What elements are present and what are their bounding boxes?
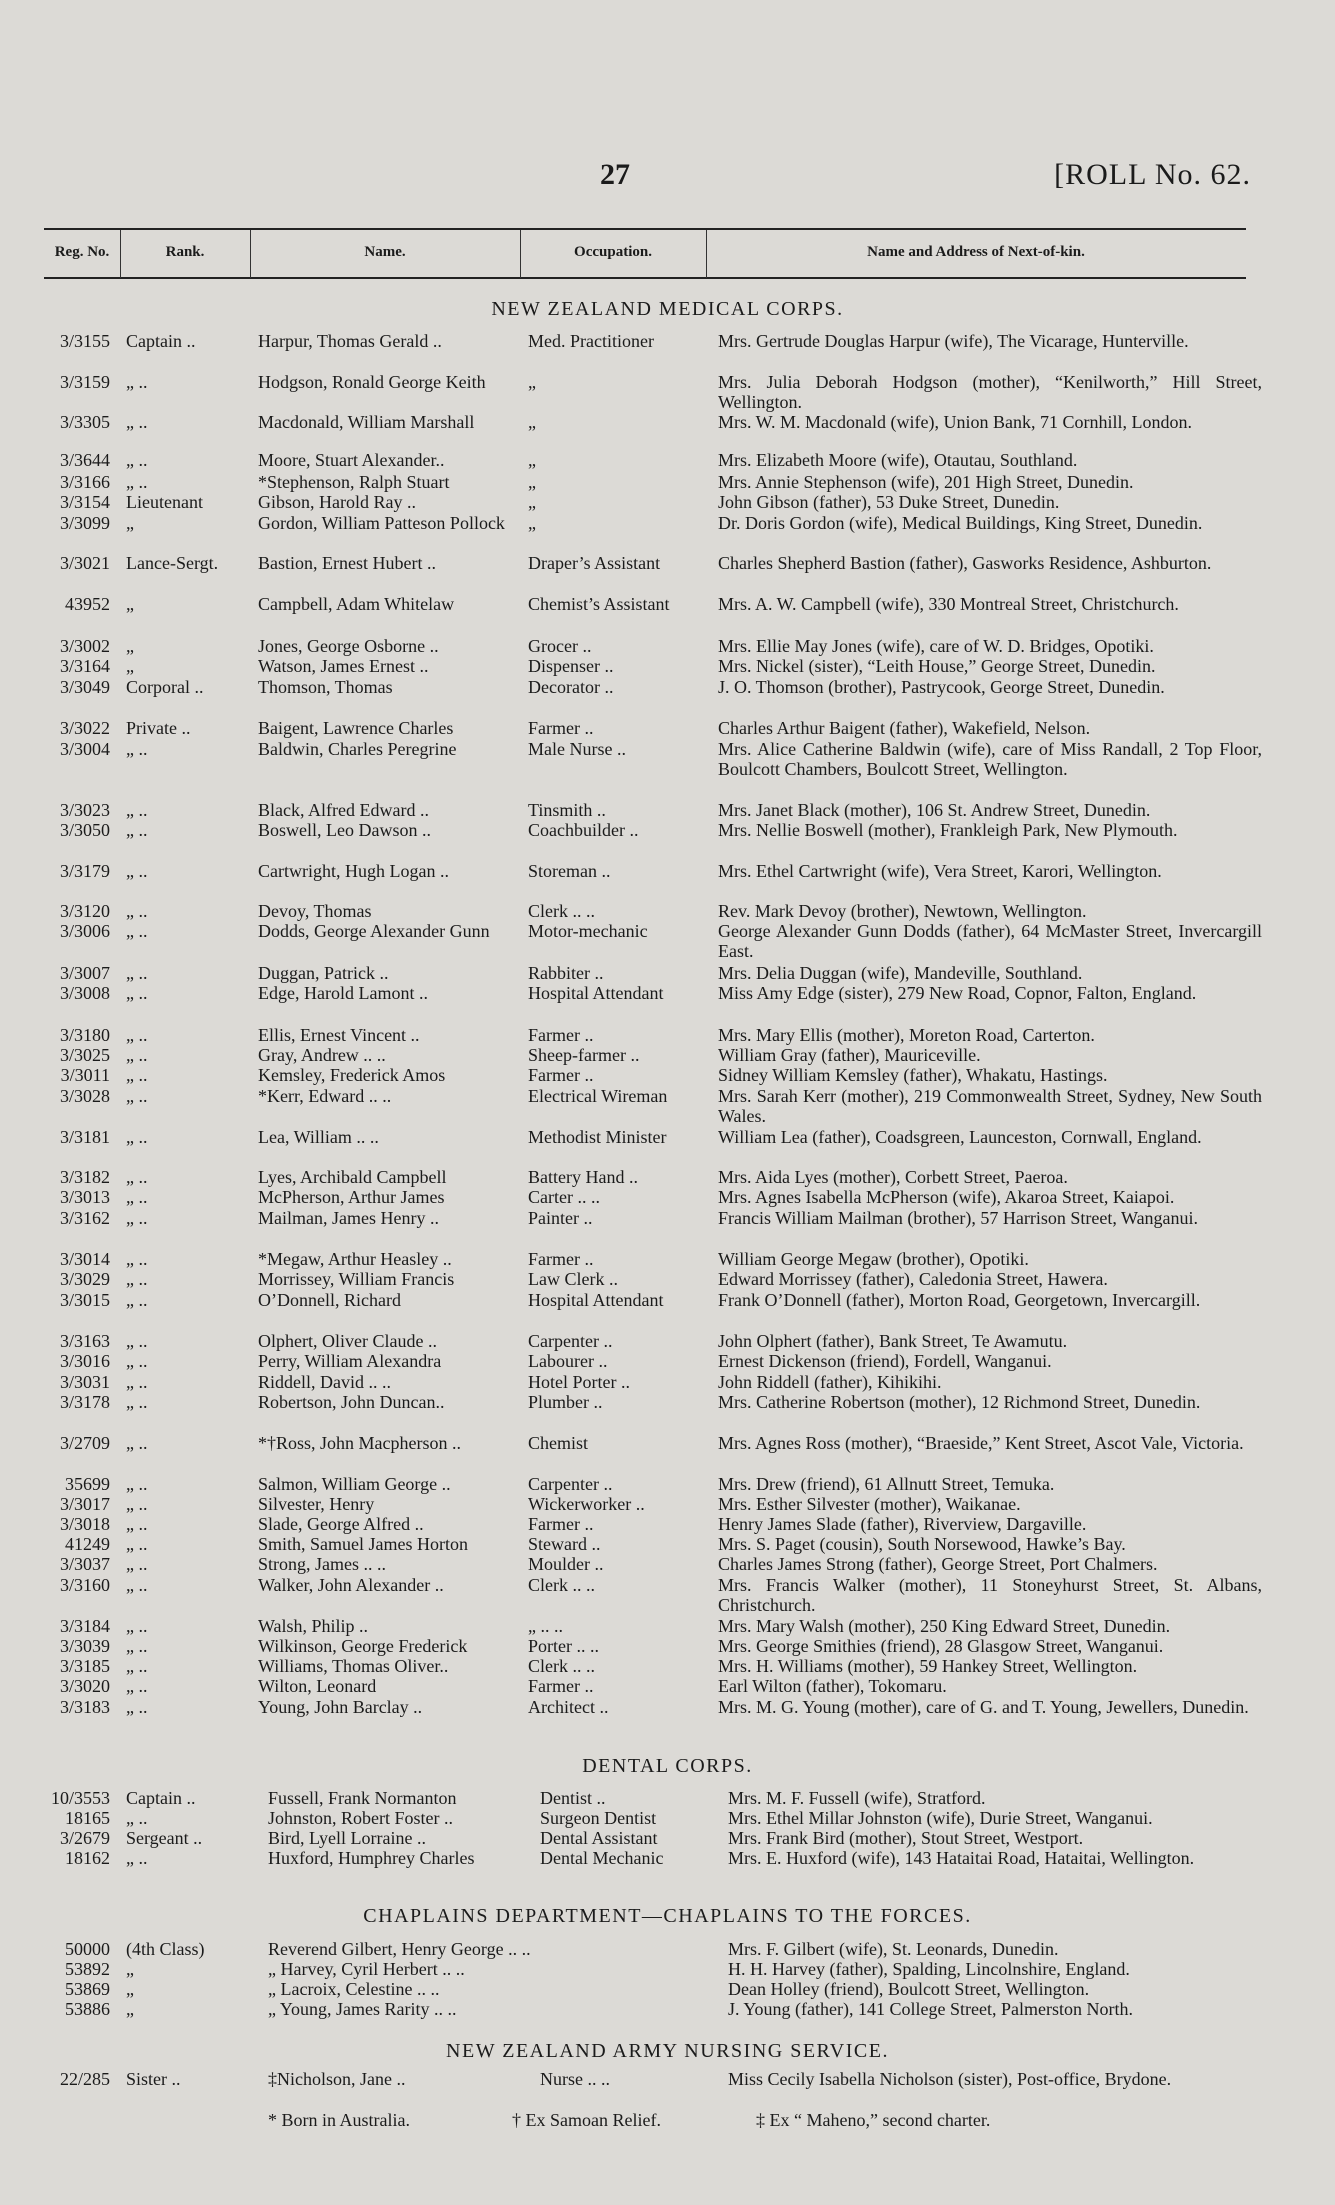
reg-no: 53886 xyxy=(65,1999,110,2019)
occupation: Med. Practitioner xyxy=(528,331,654,351)
next-of-kin: Charles James Strong (father), George Street, Port Chalmers. xyxy=(718,1554,1158,1574)
rank: „ .. xyxy=(126,1494,148,1514)
reg-no: 3/3180 xyxy=(59,1025,110,1045)
name: Black, Alfred Edward .. xyxy=(258,800,429,820)
rank: „ .. xyxy=(126,861,148,881)
occupation: Carter .. .. xyxy=(528,1187,600,1207)
reg-no: 3/3184 xyxy=(59,1616,110,1636)
name: „ Lacroix, Celestine .. .. xyxy=(268,1979,440,1999)
name: Kemsley, Frederick Amos xyxy=(258,1065,446,1085)
name: Salmon, William George .. xyxy=(258,1474,451,1494)
name: Lyes, Archibald Campbell xyxy=(258,1167,447,1187)
occupation: „ xyxy=(528,372,536,392)
reg-no: 3/3008 xyxy=(59,983,110,1003)
name: Slade, George Alfred .. xyxy=(258,1514,424,1534)
rank: „ .. xyxy=(126,1065,148,1085)
occupation: Dispenser .. xyxy=(528,656,614,676)
next-of-kin: Mrs. A. W. Campbell (wife), 330 Montreal Street, Christchurch. xyxy=(718,594,1179,614)
reg-no: 3/3016 xyxy=(59,1351,110,1371)
reg-no: 3/3006 xyxy=(59,921,110,941)
occupation: Farmer .. xyxy=(528,1025,594,1045)
occupation: Farmer .. xyxy=(528,1065,594,1085)
next-of-kin: Mrs. M. G. Young (mother), care of G. and T. Young, Jewellers, Dunedin. xyxy=(718,1697,1249,1717)
name: McPherson, Arthur James xyxy=(258,1187,445,1207)
next-of-kin: Mrs. Drew (friend), 61 Allnutt Street, Temuka. xyxy=(718,1474,1055,1494)
next-of-kin: J. Young (father), 141 College Street, Palmerston North. xyxy=(728,1999,1133,2019)
col-header-reg: Reg. No. xyxy=(54,244,110,260)
reg-no: 3/3185 xyxy=(59,1656,110,1676)
occupation: „ xyxy=(528,492,536,512)
reg-no: 3/3183 xyxy=(59,1697,110,1717)
next-of-kin: Mrs. Nickel (sister), “Leith House,” George Street, Dunedin. xyxy=(718,656,1156,676)
occupation: Male Nurse .. xyxy=(528,739,626,759)
reg-no: 3/3007 xyxy=(59,963,110,983)
header-rule-top xyxy=(44,228,1246,230)
occupation: Chemist’s Assistant xyxy=(528,594,670,614)
footnote: * Born in Australia. xyxy=(268,2110,410,2130)
rank: „ .. xyxy=(126,472,148,492)
reg-no: 3/3181 xyxy=(59,1127,110,1147)
rank: „ .. xyxy=(126,1249,148,1269)
footnote: † Ex Samoan Relief. xyxy=(512,2110,661,2130)
occupation: Clerk .. .. xyxy=(528,1575,595,1595)
reg-no: 3/3022 xyxy=(59,718,110,738)
next-of-kin: Mrs. H. Williams (mother), 59 Hankey Street, Wellington. xyxy=(718,1656,1138,1676)
next-of-kin: Mrs. Sarah Kerr (mother), 219 Commonwealth Street, Sydney, New South Wales. xyxy=(718,1086,1262,1126)
next-of-kin: Mrs. Mary Walsh (mother), 250 King Edward Street, Dunedin. xyxy=(718,1616,1171,1636)
reg-no: 3/3179 xyxy=(59,861,110,881)
rank: (4th Class) xyxy=(126,1939,205,1959)
name: Walsh, Philip .. xyxy=(258,1616,369,1636)
occupation: Decorator .. xyxy=(528,677,614,697)
reg-no: 3/3039 xyxy=(59,1636,110,1656)
occupation: Farmer .. xyxy=(528,1514,594,1534)
next-of-kin: George Alexander Gunn Dodds (father), 64 McMaster Street, Invercargill East. xyxy=(718,921,1262,961)
rank: „ .. xyxy=(126,450,148,470)
reg-no: 3/3015 xyxy=(59,1290,110,1310)
reg-no: 3/3305 xyxy=(59,412,110,432)
rank: Lance-Sergt. xyxy=(126,553,219,573)
header-rule-bottom xyxy=(44,277,1246,279)
next-of-kin: Mrs. Nellie Boswell (mother), Frankleigh Park, New Plymouth. xyxy=(718,820,1178,840)
occupation: Surgeon Dentist xyxy=(540,1808,657,1828)
next-of-kin: Rev. Mark Devoy (brother), Newtown, Wellington. xyxy=(718,901,1087,921)
rank: „ .. xyxy=(126,1187,148,1207)
section-title: NEW ZEALAND MEDICAL CORPS. xyxy=(491,298,844,320)
name: Huxford, Humphrey Charles xyxy=(268,1848,475,1868)
next-of-kin: William George Megaw (brother), Opotiki. xyxy=(718,1249,1029,1269)
occupation: Dental Mechanic xyxy=(540,1848,664,1868)
next-of-kin: Ernest Dickenson (friend), Fordell, Wanganui. xyxy=(718,1351,1052,1371)
reg-no: 3/3018 xyxy=(59,1514,110,1534)
reg-no: 53869 xyxy=(65,1979,110,1999)
name: Olphert, Oliver Claude .. xyxy=(258,1331,437,1351)
reg-no: 35699 xyxy=(65,1474,110,1494)
name: Campbell, Adam Whitelaw xyxy=(258,594,455,614)
rank: „ .. xyxy=(126,1514,148,1534)
name: Young, John Barclay .. xyxy=(258,1697,423,1717)
next-of-kin: Mrs. Aida Lyes (mother), Corbett Street, Paeroa. xyxy=(718,1167,1068,1187)
next-of-kin: Mrs. Agnes Isabella McPherson (wife), Akaroa Street, Kaiapoi. xyxy=(718,1187,1175,1207)
next-of-kin: Mrs. W. M. Macdonald (wife), Union Bank, 71 Cornhill, London. xyxy=(718,412,1192,432)
page-number: 27 xyxy=(600,158,630,191)
occupation: Dental Assistant xyxy=(540,1828,658,1848)
next-of-kin: Mrs. Agnes Ross (mother), “Braeside,” Kent Street, Ascot Vale, Victoria. xyxy=(718,1433,1244,1453)
rank: „ .. xyxy=(126,800,148,820)
occupation: Porter .. .. xyxy=(528,1636,599,1656)
reg-no: 3/2709 xyxy=(59,1433,110,1453)
occupation: Sheep-farmer .. xyxy=(528,1045,640,1065)
next-of-kin: Mrs. F. Gilbert (wife), St. Leonards, Dunedin. xyxy=(728,1939,1059,1959)
rank: „ .. xyxy=(126,1554,148,1574)
next-of-kin: John Olphert (father), Bank Street, Te Awamutu. xyxy=(718,1331,1068,1351)
next-of-kin: Mrs. M. F. Fussell (wife), Stratford. xyxy=(728,1788,986,1808)
occupation: Moulder .. xyxy=(528,1554,604,1574)
next-of-kin: Mrs. George Smithies (friend), 28 Glasgow Street, Wanganui. xyxy=(718,1636,1164,1656)
rank: Lieutenant xyxy=(126,492,203,512)
occupation: Farmer .. xyxy=(528,1676,594,1696)
next-of-kin: Mrs. Ethel Cartwright (wife), Vera Street, Karori, Wellington. xyxy=(718,861,1162,881)
section-title: DENTAL CORPS. xyxy=(582,1755,753,1777)
reg-no: 3/3011 xyxy=(60,1065,110,1085)
name: ‡Nicholson, Jane .. xyxy=(268,2069,406,2089)
occupation: Tinsmith .. xyxy=(528,800,606,820)
name: „ Harvey, Cyril Herbert .. .. xyxy=(268,1959,465,1979)
reg-no: 3/3037 xyxy=(59,1554,110,1574)
name: Smith, Samuel James Horton xyxy=(258,1534,468,1554)
next-of-kin: H. H. Harvey (father), Spalding, Lincolnshire, England. xyxy=(728,1959,1130,1979)
name: Mailman, James Henry .. xyxy=(258,1208,439,1228)
occupation: Hospital Attendant xyxy=(528,983,664,1003)
next-of-kin: Dr. Doris Gordon (wife), Medical Buildings, King Street, Dunedin. xyxy=(718,513,1203,533)
next-of-kin: Edward Morrissey (father), Caledonia Street, Hawera. xyxy=(718,1269,1108,1289)
name: Williams, Thomas Oliver.. xyxy=(258,1656,449,1676)
rank: „ xyxy=(126,1979,134,1999)
rank: „ .. xyxy=(126,1045,148,1065)
occupation: „ .. .. xyxy=(528,1616,563,1636)
reg-no: 3/3160 xyxy=(59,1575,110,1595)
name: Strong, James .. .. xyxy=(258,1554,386,1574)
rank: „ .. xyxy=(126,1392,148,1412)
rank: „ .. xyxy=(126,1351,148,1371)
rank: „ .. xyxy=(126,1372,148,1392)
name: Baigent, Lawrence Charles xyxy=(258,718,454,738)
reg-no: 3/3004 xyxy=(59,739,110,759)
reg-no: 43952 xyxy=(65,594,110,614)
name: *Kerr, Edward .. .. xyxy=(258,1086,392,1106)
next-of-kin: William Gray (father), Mauriceville. xyxy=(718,1045,981,1065)
occupation: Plumber .. xyxy=(528,1392,603,1412)
next-of-kin: Charles Shepherd Bastion (father), Gasworks Residence, Ashburton. xyxy=(718,553,1212,573)
rank: Captain .. xyxy=(126,1788,196,1808)
next-of-kin: William Lea (father), Coadsgreen, Launceston, Cornwall, England. xyxy=(718,1127,1202,1147)
rank: „ .. xyxy=(126,1269,148,1289)
name: Gray, Andrew .. .. xyxy=(258,1045,386,1065)
rank: „ .. xyxy=(126,1808,148,1828)
reg-no: 53892 xyxy=(65,1959,110,1979)
name: O’Donnell, Richard xyxy=(258,1290,401,1310)
name: Bird, Lyell Lorraine .. xyxy=(268,1828,426,1848)
occupation: Clerk .. .. xyxy=(528,901,595,921)
occupation: Steward .. xyxy=(528,1534,601,1554)
rank: „ .. xyxy=(126,1433,148,1453)
reg-no: 10/3553 xyxy=(50,1788,110,1808)
reg-no: 3/3120 xyxy=(59,901,110,921)
next-of-kin: Mrs. S. Paget (cousin), South Norsewood, Hawke’s Bay. xyxy=(718,1534,1126,1554)
section-title: CHAPLAINS DEPARTMENT—CHAPLAINS TO THE FORCES. xyxy=(363,1905,972,1927)
reg-no: 3/3099 xyxy=(59,513,110,533)
next-of-kin: Mrs. Alice Catherine Baldwin (wife), care of Miss Randall, 2 Top Floor, Boulcott Chambers, Boulcott Street, Wellington. xyxy=(718,739,1262,779)
rank: „ .. xyxy=(126,1575,148,1595)
occupation: Draper’s Assistant xyxy=(528,553,661,573)
reg-no: 18165 xyxy=(65,1808,110,1828)
occupation: Clerk .. .. xyxy=(528,1656,595,1676)
name: „ Young, James Rarity .. .. xyxy=(268,1999,457,2019)
rank: „ .. xyxy=(126,1697,148,1717)
next-of-kin: Miss Cecily Isabella Nicholson (sister), Post-office, Brydone. xyxy=(728,2069,1172,2089)
occupation: Electrical Wireman xyxy=(528,1086,668,1106)
next-of-kin: Mrs. Julia Deborah Hodgson (mother), “Kenilworth,” Hill Street, Wellington. xyxy=(718,372,1262,412)
name: Walker, John Alexander .. xyxy=(258,1575,444,1595)
name: Macdonald, William Marshall xyxy=(258,412,475,432)
occupation: Rabbiter .. xyxy=(528,963,604,983)
rank: „ .. xyxy=(126,1331,148,1351)
name: Johnston, Robert Foster .. xyxy=(268,1808,454,1828)
name: Ellis, Ernest Vincent .. xyxy=(258,1025,420,1045)
rank: „ .. xyxy=(126,412,148,432)
roll-label: [ROLL No. 62. xyxy=(1054,158,1251,191)
occupation: „ xyxy=(528,513,536,533)
name: Hodgson, Ronald George Keith xyxy=(258,372,486,392)
rank: „ .. xyxy=(126,1127,148,1147)
next-of-kin: Frank O’Donnell (father), Morton Road, Georgetown, Invercargill. xyxy=(718,1290,1201,1310)
reg-no: 3/3162 xyxy=(59,1208,110,1228)
next-of-kin: Francis William Mailman (brother), 57 Harrison Street, Wanganui. xyxy=(718,1208,1199,1228)
occupation: Labourer .. xyxy=(528,1351,608,1371)
name: Watson, James Ernest .. xyxy=(258,656,429,676)
name: Reverend Gilbert, Henry George .. .. xyxy=(268,1939,531,1959)
occupation: Nurse .. .. xyxy=(540,2069,610,2089)
reg-no: 3/3154 xyxy=(59,492,110,512)
rank: „ xyxy=(126,594,134,614)
name: Morrissey, William Francis xyxy=(258,1269,455,1289)
name: Bastion, Ernest Hubert .. xyxy=(258,553,436,573)
rank: Sister .. xyxy=(126,2069,181,2089)
occupation: Hospital Attendant xyxy=(528,1290,664,1310)
reg-no: 3/3023 xyxy=(59,800,110,820)
next-of-kin: Mrs. Elizabeth Moore (wife), Otautau, Southland. xyxy=(718,450,1078,470)
occupation: Painter .. xyxy=(528,1208,593,1228)
reg-no: 3/3028 xyxy=(59,1086,110,1106)
reg-no: 3/3182 xyxy=(59,1167,110,1187)
next-of-kin: John Gibson (father), 53 Duke Street, Dunedin. xyxy=(718,492,1060,512)
occupation: Hotel Porter .. xyxy=(528,1372,630,1392)
name: Perry, William Alexandra xyxy=(258,1351,442,1371)
rank: „ .. xyxy=(126,1025,148,1045)
occupation: Wickerworker .. xyxy=(528,1494,645,1514)
reg-no: 50000 xyxy=(65,1939,110,1959)
rank: „ xyxy=(126,1959,134,1979)
reg-no: 3/3164 xyxy=(59,656,110,676)
occupation: Methodist Minister xyxy=(528,1127,667,1147)
occupation: Coachbuilder .. xyxy=(528,820,639,840)
name: *Stephenson, Ralph Stuart xyxy=(258,472,450,492)
occupation: Storeman .. xyxy=(528,861,611,881)
reg-no: 3/3049 xyxy=(59,677,110,697)
reg-no: 3/3002 xyxy=(59,636,110,656)
reg-no: 3/3178 xyxy=(59,1392,110,1412)
rank: „ .. xyxy=(126,1676,148,1696)
name: Boswell, Leo Dawson .. xyxy=(258,820,431,840)
rank: „ .. xyxy=(126,820,148,840)
next-of-kin: Mrs. Catherine Robertson (mother), 12 Richmond Street, Dunedin. xyxy=(718,1392,1201,1412)
reg-no: 22/285 xyxy=(59,2069,110,2089)
reg-no: 3/3014 xyxy=(59,1249,110,1269)
next-of-kin: Mrs. Delia Duggan (wife), Mandeville, Southland. xyxy=(718,963,1083,983)
footnote: ‡ Ex “ Maheno,” second charter. xyxy=(756,2110,991,2130)
reg-no: 3/3031 xyxy=(59,1372,110,1392)
rank: Private .. xyxy=(126,718,191,738)
occupation: „ xyxy=(528,412,536,432)
reg-no: 3/3163 xyxy=(59,1331,110,1351)
name: *†Ross, John Macpherson .. xyxy=(258,1433,461,1453)
name: Jones, George Osborne .. xyxy=(258,636,439,656)
name: *Megaw, Arthur Heasley .. xyxy=(258,1249,452,1269)
rank: „ .. xyxy=(126,1086,148,1106)
rank: „ .. xyxy=(126,372,148,392)
name: Riddell, David .. .. xyxy=(258,1372,391,1392)
next-of-kin: Miss Amy Edge (sister), 279 New Road, Copnor, Falton, England. xyxy=(718,983,1197,1003)
reg-no: 3/3021 xyxy=(59,553,110,573)
next-of-kin: Mrs. Annie Stephenson (wife), 201 High Street, Dunedin. xyxy=(718,472,1134,492)
next-of-kin: Mrs. E. Huxford (wife), 143 Hataitai Road, Hataitai, Wellington. xyxy=(728,1848,1195,1868)
next-of-kin: Mrs. Ethel Millar Johnston (wife), Durie Street, Wanganui. xyxy=(728,1808,1153,1828)
rank: „ .. xyxy=(126,739,148,759)
name: Lea, William .. .. xyxy=(258,1127,379,1147)
col-header-rank: Rank. xyxy=(165,244,205,260)
reg-no: 3/3017 xyxy=(59,1494,110,1514)
name: Duggan, Patrick .. xyxy=(258,963,389,983)
name: Dodds, George Alexander Gunn xyxy=(258,921,490,941)
reg-no: 3/3159 xyxy=(59,372,110,392)
reg-no: 3/2679 xyxy=(59,1828,110,1848)
name: Thomson, Thomas xyxy=(258,677,393,697)
rank: Corporal .. xyxy=(126,677,204,697)
name: Baldwin, Charles Peregrine xyxy=(258,739,457,759)
occupation: Motor-mechanic xyxy=(528,921,648,941)
rank: „ .. xyxy=(126,1636,148,1656)
next-of-kin: Mrs. Esther Silvester (mother), Waikanae. xyxy=(718,1494,1021,1514)
occupation: Carpenter .. xyxy=(528,1474,613,1494)
rank: „ .. xyxy=(126,901,148,921)
occupation: Grocer .. xyxy=(528,636,592,656)
occupation: Architect .. xyxy=(528,1697,609,1717)
occupation: „ xyxy=(528,450,536,470)
next-of-kin: John Riddell (father), Kihikihi. xyxy=(718,1372,942,1392)
next-of-kin: Mrs. Ellie May Jones (wife), care of W. D. Bridges, Opotiki. xyxy=(718,636,1154,656)
next-of-kin: Mrs. Janet Black (mother), 106 St. Andrew Street, Dunedin. xyxy=(718,800,1151,820)
name: Cartwright, Hugh Logan .. xyxy=(258,861,449,881)
rank: „ .. xyxy=(126,1616,148,1636)
occupation: Farmer .. xyxy=(528,1249,594,1269)
rank: „ .. xyxy=(126,921,148,941)
next-of-kin: Sidney William Kemsley (father), Whakatu, Hastings. xyxy=(718,1065,1108,1085)
next-of-kin: Mrs. Francis Walker (mother), 11 Stoneyhurst Street, St. Albans, Christchurch. xyxy=(718,1575,1262,1615)
rank: „ .. xyxy=(126,1848,148,1868)
occupation: Carpenter .. xyxy=(528,1331,613,1351)
rank: „ .. xyxy=(126,1208,148,1228)
rank: „ xyxy=(126,636,134,656)
name: Wilton, Leonard xyxy=(258,1676,377,1696)
rank: „ .. xyxy=(126,1290,148,1310)
occupation: Dentist .. xyxy=(540,1788,606,1808)
name: Devoy, Thomas xyxy=(258,901,372,921)
next-of-kin: Henry James Slade (father), Riverview, Dargaville. xyxy=(718,1514,1087,1534)
rank: „ .. xyxy=(126,1534,148,1554)
reg-no: 3/3644 xyxy=(59,450,110,470)
name: Edge, Harold Lamont .. xyxy=(258,983,428,1003)
next-of-kin: Mrs. Mary Ellis (mother), Moreton Road, Carterton. xyxy=(718,1025,1095,1045)
next-of-kin: Charles Arthur Baigent (father), Wakefield, Nelson. xyxy=(718,718,1091,738)
rank: „ xyxy=(126,513,134,533)
reg-no: 3/3155 xyxy=(59,331,110,351)
name: Wilkinson, George Frederick xyxy=(258,1636,468,1656)
occupation: „ xyxy=(528,472,536,492)
reg-no: 18162 xyxy=(65,1848,110,1868)
rank: „ .. xyxy=(126,1167,148,1187)
reg-no: 3/3013 xyxy=(59,1187,110,1207)
rank: „ .. xyxy=(126,963,148,983)
next-of-kin: J. O. Thomson (brother), Pastrycook, George Street, Dunedin. xyxy=(718,677,1165,697)
section-title: NEW ZEALAND ARMY NURSING SERVICE. xyxy=(446,2040,889,2062)
next-of-kin: Mrs. Gertrude Douglas Harpur (wife), The Vicarage, Hunterville. xyxy=(718,331,1189,351)
occupation: Farmer .. xyxy=(528,718,594,738)
rank: „ .. xyxy=(126,1656,148,1676)
col-header-occupation: Occupation. xyxy=(574,244,652,260)
name: Silvester, Henry xyxy=(258,1494,375,1514)
rank: „ .. xyxy=(126,1474,148,1494)
rank: „ .. xyxy=(126,983,148,1003)
next-of-kin: Mrs. Frank Bird (mother), Stout Street, Westport. xyxy=(728,1828,1084,1848)
reg-no: 3/3020 xyxy=(59,1676,110,1696)
occupation: Law Clerk .. xyxy=(528,1269,618,1289)
reg-no: 41249 xyxy=(65,1534,110,1554)
reg-no: 3/3025 xyxy=(59,1045,110,1065)
name: Fussell, Frank Normanton xyxy=(268,1788,457,1808)
rank: „ xyxy=(126,656,134,676)
next-of-kin: Earl Wilton (father), Tokomaru. xyxy=(718,1676,947,1696)
reg-no: 3/3050 xyxy=(59,820,110,840)
reg-no: 3/3166 xyxy=(59,472,110,492)
occupation: Battery Hand .. xyxy=(528,1167,638,1187)
name: Robertson, John Duncan.. xyxy=(258,1392,445,1412)
reg-no: 3/3029 xyxy=(59,1269,110,1289)
rank: Sergeant .. xyxy=(126,1828,203,1848)
rank: Captain .. xyxy=(126,331,196,351)
name: Gordon, William Patteson Pollock xyxy=(258,513,505,533)
col-header-next-of-kin: Name and Address of Next-of-kin. xyxy=(867,244,1085,260)
occupation: Chemist xyxy=(528,1433,589,1453)
name: Moore, Stuart Alexander.. xyxy=(258,450,445,470)
name: Harpur, Thomas Gerald .. xyxy=(258,331,442,351)
rank: „ xyxy=(126,1999,134,2019)
name: Gibson, Harold Ray .. xyxy=(258,492,416,512)
next-of-kin: Dean Holley (friend), Boulcott Street, Wellington. xyxy=(728,1979,1090,1999)
col-header-name: Name. xyxy=(364,244,406,260)
